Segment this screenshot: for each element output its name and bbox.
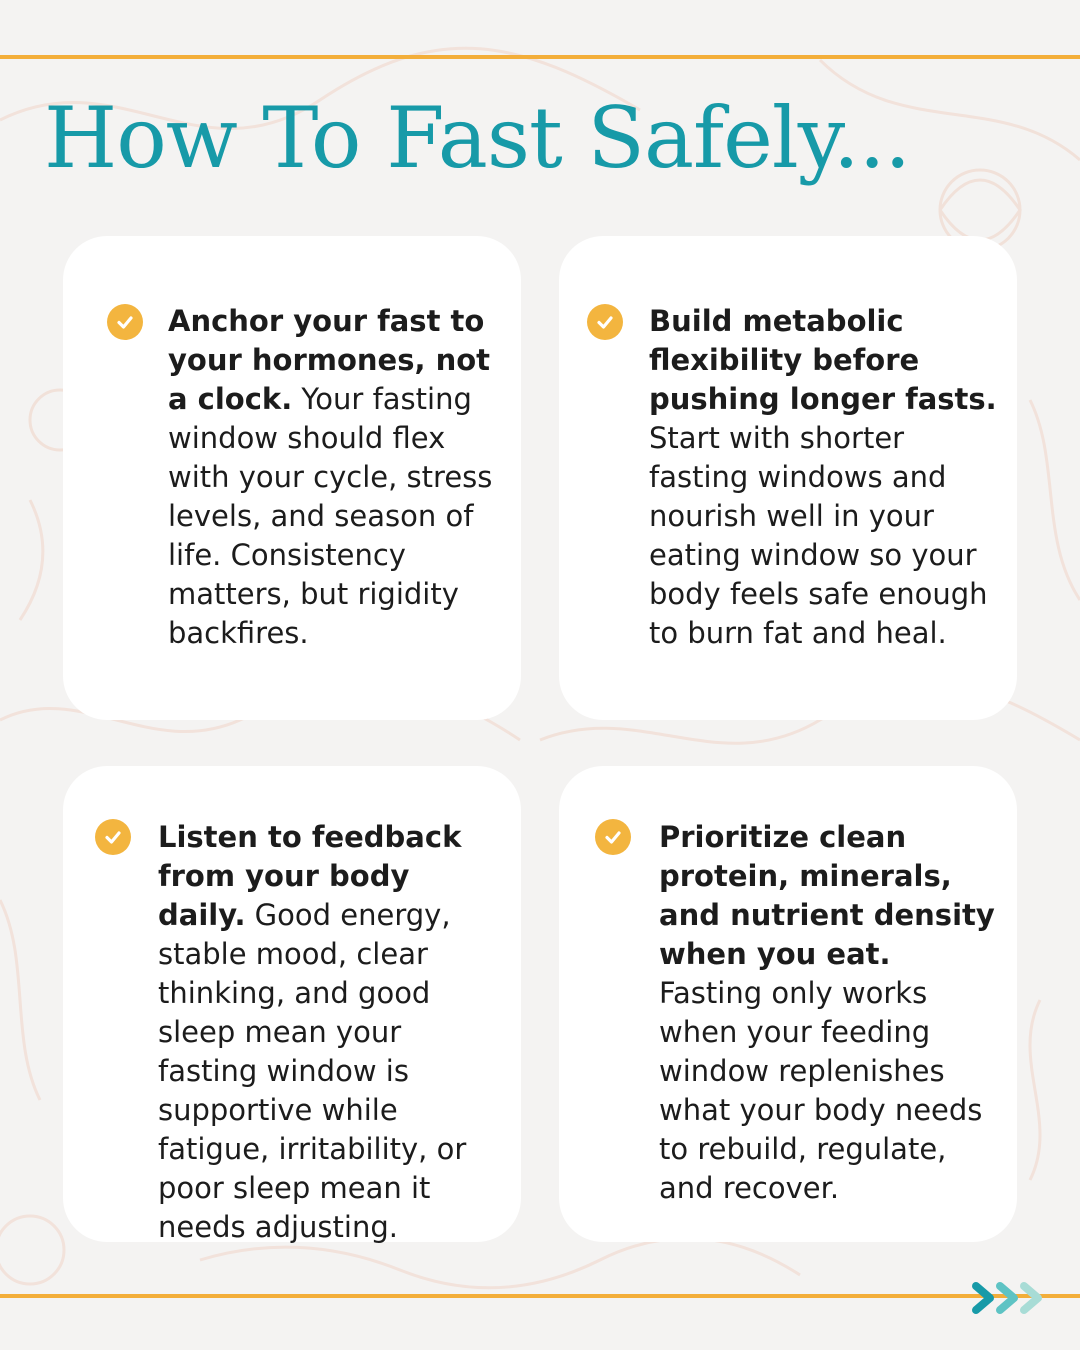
tip-body: Good energy, stable mood, clear thinking, and good sleep mean your fasting window is supportive while fatigue, irritability, or poor sleep mean it needs adjusting. [158,898,467,1244]
tip-card-1 [63,236,521,720]
tip-heading: Anchor your fast to your hormones, not a clock. [168,304,491,416]
tip-body: Your fasting window should flex with your cycle, stress levels, and season of life. Consistency matters, but rigidity backfires. [168,382,493,650]
tip-text [158,818,503,1247]
tip-card-4 [559,766,1017,1242]
check-circle-icon [587,304,623,340]
top-rule [0,55,1080,59]
check-circle-icon [595,819,631,855]
tip-body: Start with shorter fasting windows and nourish well in your eating window so your body feels safe enough to burn fat and heal. [649,421,988,650]
tip-heading: Listen to feedback from your body daily. [158,820,462,932]
chevrons-right-icon [968,1280,1052,1316]
tip-heading: Prioritize clean protein, minerals, and nutrient density when you eat. [659,820,995,971]
tip-body: Fasting only works when your feeding window replenishes what your body needs to rebuild, regulate, and recover. [659,976,983,1205]
tip-text [168,302,508,653]
check-circle-icon [107,304,143,340]
tip-heading: Build metabolic flexibility before pushing longer fasts. [649,304,997,416]
tip-card-2 [559,236,1017,720]
tip-text [659,818,999,1208]
check-circle-icon [95,819,131,855]
tip-text [649,302,999,653]
tip-card-3 [63,766,521,1242]
page-title: How To Fast Safely... [44,89,911,187]
bottom-rule [0,1294,1080,1298]
